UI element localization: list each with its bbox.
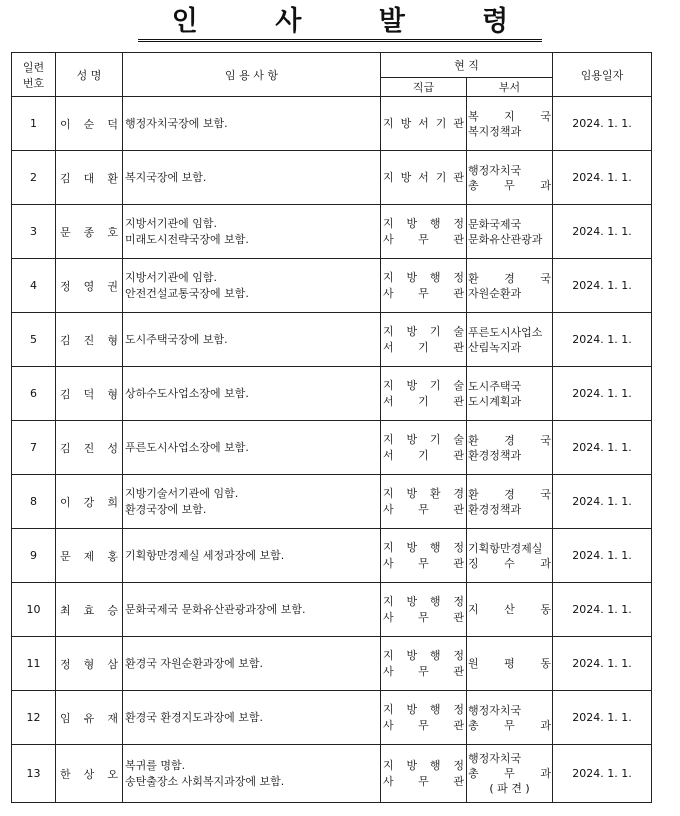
header-no-line2: 번호 (22, 76, 45, 90)
appointment-date: 2024. 1. 1. (553, 259, 652, 313)
grade-line: 서 기 관 (383, 448, 464, 462)
grade-line: 사 무 관 (383, 774, 464, 788)
department-line: 징 수 과 (468, 556, 551, 570)
person-name-char: 김 (60, 171, 71, 185)
appointment-date: 2024. 1. 1. (553, 745, 652, 803)
table-row (12, 259, 652, 313)
department-line: 문화국제국 (468, 217, 522, 231)
department-line: 복지정책과 (468, 124, 522, 138)
person-name-box (60, 170, 118, 186)
current-grade (381, 367, 467, 421)
department-line: 행정자치국 (468, 163, 522, 177)
person-name (56, 151, 123, 205)
appointment-details (123, 691, 381, 745)
header-no (12, 53, 56, 97)
current-department (467, 637, 553, 691)
person-name (56, 205, 123, 259)
table-row (12, 421, 652, 475)
person-name-char: 오 (107, 767, 118, 781)
row-number: 7 (12, 421, 56, 475)
table-body (12, 97, 652, 803)
current-grade (381, 475, 467, 529)
person-name (56, 313, 123, 367)
table-row (12, 313, 652, 367)
person-name-char: 순 (83, 117, 95, 131)
person-name-char: 형 (83, 657, 95, 671)
title-wrap (0, 6, 680, 42)
person-name-box (60, 766, 118, 782)
current-grade (381, 421, 467, 475)
person-name-char: 김 (60, 387, 71, 401)
person-name-box (60, 386, 118, 402)
person-name-char: 희 (107, 495, 118, 509)
current-department (467, 421, 553, 475)
table-row (12, 529, 652, 583)
appointment-details (123, 205, 381, 259)
person-name-char: 임 (60, 711, 71, 725)
person-name-box (60, 656, 118, 672)
grade-line: 지 방 행 정 (383, 594, 464, 608)
person-name-char: 덕 (83, 387, 95, 401)
grade-line: 서 기 관 (383, 340, 464, 354)
department-line: 환경정책과 (468, 502, 522, 516)
person-name (56, 421, 123, 475)
person-name-char: 효 (83, 603, 95, 617)
person-name (56, 259, 123, 313)
person-name-char: 홍 (107, 549, 118, 563)
grade-line: 지 방 서 기 관 (383, 116, 464, 130)
appointment-line: 미래도시전략국장에 보함. (125, 232, 249, 246)
person-name-box (60, 116, 118, 132)
person-name-char: 덕 (107, 117, 118, 131)
table-row (12, 205, 652, 259)
current-department (467, 529, 553, 583)
current-department (467, 583, 553, 637)
table-row (12, 583, 652, 637)
table-row (12, 745, 652, 803)
table-header (12, 53, 652, 97)
grade-line: 서 기 관 (383, 394, 464, 408)
current-department (467, 313, 553, 367)
person-name-box (60, 602, 118, 618)
row-number: 9 (12, 529, 56, 583)
row-number: 6 (12, 367, 56, 421)
current-department (467, 151, 553, 205)
row-number: 12 (12, 691, 56, 745)
grade-line: 지 방 행 정 (383, 702, 464, 716)
current-grade (381, 205, 467, 259)
appointment-line: 환경국 환경지도과장에 보함. (125, 710, 264, 724)
row-number: 2 (12, 151, 56, 205)
department-line: 총 무 과 (468, 767, 551, 780)
current-grade (381, 745, 467, 803)
appointment-line: 도시주택국장에 보함. (125, 332, 228, 346)
department-line: 환경정책과 (468, 448, 522, 462)
header-dept: 부서 (467, 78, 553, 97)
appointment-line: 환경국 자원순환과장에 보함. (125, 656, 264, 670)
appointment-details (123, 637, 381, 691)
appointment-line: 지방서기관에 임함. (125, 216, 218, 230)
person-name-char: 권 (107, 279, 118, 293)
current-grade (381, 151, 467, 205)
row-number: 3 (12, 205, 56, 259)
appointment-details (123, 259, 381, 313)
appointment-date: 2024. 1. 1. (553, 475, 652, 529)
person-name-char: 대 (83, 171, 95, 185)
grade-line: 지 방 서 기 관 (383, 170, 464, 184)
person-name-char: 최 (60, 603, 71, 617)
person-name-char: 종 (83, 225, 95, 239)
appointment-details (123, 529, 381, 583)
current-grade (381, 259, 467, 313)
current-grade (381, 637, 467, 691)
person-name-char: 승 (107, 603, 118, 617)
appointment-line: 지방기술서기관에 임함. (125, 486, 239, 500)
department-line: 환 경 국 (468, 433, 551, 447)
department-line: 복 지 국 (468, 109, 551, 123)
person-name-char: 형 (107, 333, 118, 347)
person-name (56, 529, 123, 583)
table-row (12, 97, 652, 151)
appointment-line: 안전건설교통국장에 보함. (125, 286, 249, 300)
current-grade (381, 691, 467, 745)
person-name-char: 환 (107, 171, 118, 185)
appointment-date: 2024. 1. 1. (553, 583, 652, 637)
current-department (467, 259, 553, 313)
row-number: 5 (12, 313, 56, 367)
page-title: 인 사 발 령 (138, 6, 543, 42)
person-name-char: 제 (83, 549, 95, 563)
appointment-line: 환경국장에 보함. (125, 502, 207, 516)
current-grade (381, 583, 467, 637)
person-name-char: 정 (60, 279, 71, 293)
appointment-line: 상하수도사업소장에 보함. (125, 386, 249, 400)
grade-line: 지 방 행 정 (383, 540, 464, 554)
grade-line: 지 방 기 술 (383, 378, 464, 392)
header-date: 임용일자 (553, 53, 652, 97)
person-name-box (60, 224, 118, 240)
person-name (56, 475, 123, 529)
person-name-box (60, 548, 118, 564)
person-name-char: 호 (107, 225, 118, 239)
current-department (467, 97, 553, 151)
department-line: 행정자치국 (468, 703, 522, 717)
person-name-char: 영 (83, 279, 95, 293)
appointment-details (123, 475, 381, 529)
department-line: 총 무 과 (468, 718, 551, 732)
row-number: 13 (12, 745, 56, 803)
person-name-box (60, 710, 118, 726)
header-grade: 직급 (381, 78, 467, 97)
person-name (56, 97, 123, 151)
department-line: 행정자치국 (468, 752, 522, 765)
person-name-box (60, 332, 118, 348)
person-name-char: 김 (60, 333, 71, 347)
department-line: 자원순환과 (468, 286, 522, 300)
person-name-char: 한 (60, 767, 71, 781)
person-name-char: 김 (60, 441, 71, 455)
person-name (56, 637, 123, 691)
person-name-char: 문 (60, 225, 71, 239)
person-name-char: 재 (107, 711, 118, 725)
person-name-char: 유 (83, 711, 95, 725)
current-department (467, 205, 553, 259)
appointment-date: 2024. 1. 1. (553, 97, 652, 151)
person-name (56, 367, 123, 421)
row-number: 8 (12, 475, 56, 529)
appointment-details (123, 97, 381, 151)
person-name-char: 정 (60, 657, 71, 671)
current-grade (381, 313, 467, 367)
person-name-char: 삼 (107, 657, 118, 671)
person-name-char: 형 (107, 387, 118, 401)
appointment-date: 2024. 1. 1. (553, 151, 652, 205)
appointment-line: 복지국장에 보함. (125, 170, 207, 184)
department-line: 원 평 동 (468, 657, 551, 670)
grade-line: 지 방 행 정 (383, 648, 464, 662)
department-line: 도시계획과 (468, 394, 522, 408)
row-number: 4 (12, 259, 56, 313)
appointment-date: 2024. 1. 1. (553, 421, 652, 475)
header-current: 현 직 (381, 53, 553, 78)
appointment-table (11, 52, 652, 803)
person-name-char: 강 (83, 495, 95, 509)
grade-line: 지 방 행 정 (383, 758, 464, 772)
appointment-line: 행정자치국장에 보함. (125, 116, 228, 130)
department-line: 문화유산관광과 (468, 232, 543, 246)
grade-line: 사 무 관 (383, 232, 464, 246)
grade-line: 지 방 환 경 (383, 486, 464, 500)
appointment-line: 기획항만경제실 세정과장에 보함. (125, 548, 285, 562)
department-line: 환 경 국 (468, 271, 551, 285)
department-line: 도시주택국 (468, 379, 522, 393)
table-row (12, 691, 652, 745)
appointment-details (123, 313, 381, 367)
department-line: 푸른도시사업소 (468, 325, 543, 339)
grade-line: 사 무 관 (383, 286, 464, 300)
grade-line: 사 무 관 (383, 556, 464, 570)
person-name-char: 문 (60, 549, 71, 563)
person-name-char: 이 (60, 117, 71, 131)
person-name (56, 583, 123, 637)
person-name-char: 이 (60, 495, 71, 509)
person-name (56, 745, 123, 803)
department-line: 지 산 동 (468, 603, 551, 616)
appointment-details (123, 421, 381, 475)
grade-line: 지 방 행 정 (383, 270, 464, 284)
header-desc: 임 용 사 항 (123, 53, 381, 97)
appointment-date: 2024. 1. 1. (553, 637, 652, 691)
appointment-date: 2024. 1. 1. (553, 367, 652, 421)
appointment-details (123, 367, 381, 421)
appointment-date: 2024. 1. 1. (553, 529, 652, 583)
appointment-line: 복귀를 명함. (125, 758, 186, 772)
person-name (56, 691, 123, 745)
department-line: ( 파 견 ) (489, 782, 530, 795)
current-department (467, 367, 553, 421)
grade-line: 사 무 관 (383, 664, 464, 678)
current-grade (381, 97, 467, 151)
department-line: 총 무 과 (468, 178, 551, 192)
person-name-box (60, 494, 118, 510)
row-number: 1 (12, 97, 56, 151)
row-number: 10 (12, 583, 56, 637)
person-name-box (60, 440, 118, 456)
person-name-char: 상 (83, 767, 95, 781)
grade-line: 사 무 관 (383, 610, 464, 624)
department-line: 환 경 국 (468, 487, 551, 501)
table-row (12, 367, 652, 421)
grade-line: 지 방 기 술 (383, 432, 464, 446)
person-name-char: 진 (83, 441, 95, 455)
appointment-date: 2024. 1. 1. (553, 205, 652, 259)
current-grade (381, 529, 467, 583)
appointment-date: 2024. 1. 1. (553, 313, 652, 367)
appointment-details (123, 151, 381, 205)
person-name-char: 성 (107, 441, 118, 455)
person-name-box (60, 278, 118, 294)
table-row (12, 475, 652, 529)
current-department (467, 745, 553, 803)
table-row (12, 637, 652, 691)
department-line: 산림녹지과 (468, 340, 522, 354)
appointment-line: 지방서기관에 임함. (125, 270, 218, 284)
current-department (467, 691, 553, 745)
grade-line: 지 방 행 정 (383, 216, 464, 230)
appointment-line: 송탄출장소 사회복지과장에 보함. (125, 774, 285, 788)
header-no-line1: 일련 (22, 60, 45, 74)
appointment-details (123, 745, 381, 803)
current-department (467, 475, 553, 529)
person-name-char: 진 (83, 333, 95, 347)
appointment-line: 푸른도시사업소장에 보함. (125, 440, 249, 454)
grade-line: 사 무 관 (383, 502, 464, 516)
table-row (12, 151, 652, 205)
appointment-line: 문화국제국 문화유산관광과장에 보함. (125, 602, 306, 616)
appointment-details (123, 583, 381, 637)
appointment-date: 2024. 1. 1. (553, 691, 652, 745)
header-name: 성 명 (56, 53, 123, 97)
grade-line: 지 방 기 술 (383, 324, 464, 338)
department-line: 기획항만경제실 (468, 541, 543, 555)
row-number: 11 (12, 637, 56, 691)
grade-line: 사 무 관 (383, 718, 464, 732)
